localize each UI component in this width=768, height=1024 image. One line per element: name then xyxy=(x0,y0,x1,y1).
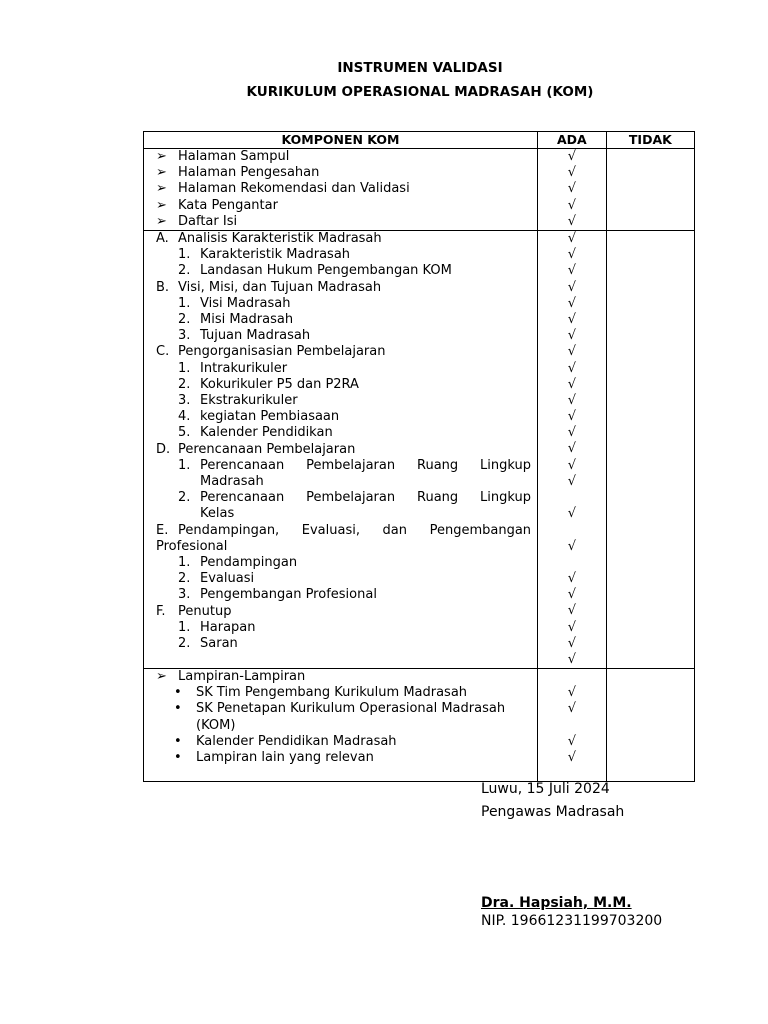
list-item: 1. Visi Madrasah xyxy=(178,295,291,311)
arrow-bullet-icon: ➢ xyxy=(156,213,167,229)
section-heading: C. Pengorganisasian Pembelajaran xyxy=(156,344,386,360)
check-icon: √ xyxy=(567,603,577,619)
list-item: ➢ Halaman Rekomendasi dan Validasi xyxy=(156,181,410,197)
list-item: 4. kegiatan Pembiasaan xyxy=(178,409,340,425)
section-heading: F. Penutup xyxy=(156,603,232,619)
section-heading: A. Analisis Karakteristik Madrasah xyxy=(156,231,382,247)
place-date: Luwu, 15 Juli 2024 xyxy=(481,781,610,797)
section-heading: ➢ Lampiran-Lampiran xyxy=(156,669,306,685)
check-icon: √ xyxy=(567,457,577,473)
arrow-bullet-icon: ➢ xyxy=(156,165,167,181)
check-icon: √ xyxy=(567,376,577,392)
document-subtitle: KURIKULUM OPERASIONAL MADRASAH (KOM) xyxy=(246,84,594,100)
list-item-continuation: Kelas xyxy=(200,506,235,522)
check-icon: √ xyxy=(567,409,577,425)
check-icon: √ xyxy=(567,733,577,749)
check-icon: √ xyxy=(567,311,577,327)
ada-column xyxy=(538,149,607,231)
list-item: • Kalender Pendidikan Madrasah xyxy=(174,733,397,749)
blank-cell xyxy=(538,522,606,538)
blank-cell xyxy=(538,669,606,685)
bullet-icon: • xyxy=(174,750,182,766)
validation-table xyxy=(143,131,695,782)
tidak-column xyxy=(606,669,694,782)
list-item: 2. Misi Madrasah xyxy=(178,312,294,328)
check-icon: √ xyxy=(567,295,577,311)
list-item: ➢ Daftar Isi xyxy=(156,213,238,229)
list-item: 2. Evaluasi xyxy=(178,571,255,587)
table-row-front-matter xyxy=(144,149,695,231)
check-icon: √ xyxy=(567,247,577,263)
blank-cell xyxy=(538,718,606,734)
list-item: 2. Perencanaan Pembelajaran Ruang Lingkup xyxy=(178,490,532,506)
document-title: INSTRUMEN VALIDASI xyxy=(337,60,503,76)
list-item: 1. Perencanaan Pembelajaran Ruang Lingkup xyxy=(178,457,532,473)
arrow-bullet-icon: ➢ xyxy=(156,669,167,685)
table-header-row xyxy=(144,132,695,149)
check-icon: √ xyxy=(567,344,577,360)
list-item: 1. Intrakurikuler xyxy=(178,360,288,376)
check-icon: √ xyxy=(567,473,577,489)
list-item: 2. Saran xyxy=(178,636,238,652)
check-icon: √ xyxy=(567,279,577,295)
list-item: 2. Kokurikuler P5 dan P2RA xyxy=(178,376,359,392)
check-icon: √ xyxy=(567,213,577,229)
header-komponen: KOMPONEN KOM xyxy=(144,132,538,149)
signer-nip: NIP. 19661231199703200 xyxy=(481,913,663,929)
table-row-main-content xyxy=(144,231,695,669)
list-item: 2. Landasan Hukum Pengembangan KOM xyxy=(178,263,452,279)
section-heading: D. Perencanaan Pembelajaran xyxy=(156,441,356,457)
check-icon: √ xyxy=(567,587,577,603)
header-ada: ADA xyxy=(538,132,607,149)
list-item-continuation: Madrasah xyxy=(200,474,264,490)
check-icon: √ xyxy=(567,328,577,344)
check-icon: √ xyxy=(567,165,577,181)
check-icon: √ xyxy=(567,263,577,279)
bullet-icon: • xyxy=(174,733,182,749)
signer-role: Pengawas Madrasah xyxy=(481,804,625,820)
arrow-bullet-icon: ➢ xyxy=(156,181,167,197)
arrow-bullet-icon: ➢ xyxy=(156,149,167,164)
table-row-attachments xyxy=(144,669,695,782)
tidak-column xyxy=(606,149,694,231)
check-icon: √ xyxy=(567,149,577,164)
check-icon: √ xyxy=(567,685,577,701)
check-icon: √ xyxy=(567,441,577,457)
list-item: ➢ Halaman Pengesahan xyxy=(156,165,320,181)
check-icon: √ xyxy=(567,538,577,554)
list-item-continuation: (KOM) xyxy=(196,717,236,733)
check-icon: √ xyxy=(567,425,577,441)
list-item: 3. Pengembangan Profesional xyxy=(178,587,377,603)
section-heading-continuation: Profesional xyxy=(156,538,228,554)
ada-column xyxy=(538,231,607,669)
check-icon: √ xyxy=(567,651,577,667)
check-icon: √ xyxy=(567,570,577,586)
check-icon: √ xyxy=(567,181,577,197)
list-item: 3. Ekstrakurikuler xyxy=(178,393,298,409)
list-item: • SK Tim Pengembang Kurikulum Madrasah xyxy=(174,685,468,701)
check-icon: √ xyxy=(567,392,577,408)
list-item: 5. Kalender Pendidikan xyxy=(178,425,333,441)
check-icon: √ xyxy=(567,619,577,635)
check-icon: √ xyxy=(567,635,577,651)
check-icon: √ xyxy=(567,506,577,522)
list-item: ➢ Halaman Sampul xyxy=(156,149,290,164)
list-item: 1. Harapan xyxy=(178,619,256,635)
bullet-icon: • xyxy=(174,701,182,717)
ada-column xyxy=(538,669,607,782)
check-icon: √ xyxy=(567,701,577,717)
tidak-column xyxy=(606,231,694,669)
list-item: 3. Tujuan Madrasah xyxy=(178,328,311,344)
blank-cell xyxy=(538,490,606,506)
list-item: 1. Karakteristik Madrasah xyxy=(178,247,351,263)
section-heading: B. Visi, Misi, dan Tujuan Madrasah xyxy=(156,279,382,295)
section-heading: E. Pendampingan, Evaluasi, dan Pengembangan xyxy=(156,522,532,538)
check-icon: √ xyxy=(567,197,577,213)
list-item: • SK Penetapan Kurikulum Operasional Madrasah xyxy=(174,701,506,717)
list-item: ➢ Kata Pengantar xyxy=(156,197,278,213)
bullet-icon: • xyxy=(174,685,182,701)
check-icon: √ xyxy=(567,360,577,376)
signer-name: Dra. Hapsiah, M.M. xyxy=(481,895,632,911)
check-icon: √ xyxy=(567,750,577,766)
blank-cell xyxy=(538,555,606,571)
header-tidak: TIDAK xyxy=(606,132,694,149)
check-icon: √ xyxy=(567,231,577,247)
list-item: 1. Pendampingan xyxy=(178,555,298,571)
arrow-bullet-icon: ➢ xyxy=(156,197,167,213)
list-item: • Lampiran lain yang relevan xyxy=(174,750,374,766)
